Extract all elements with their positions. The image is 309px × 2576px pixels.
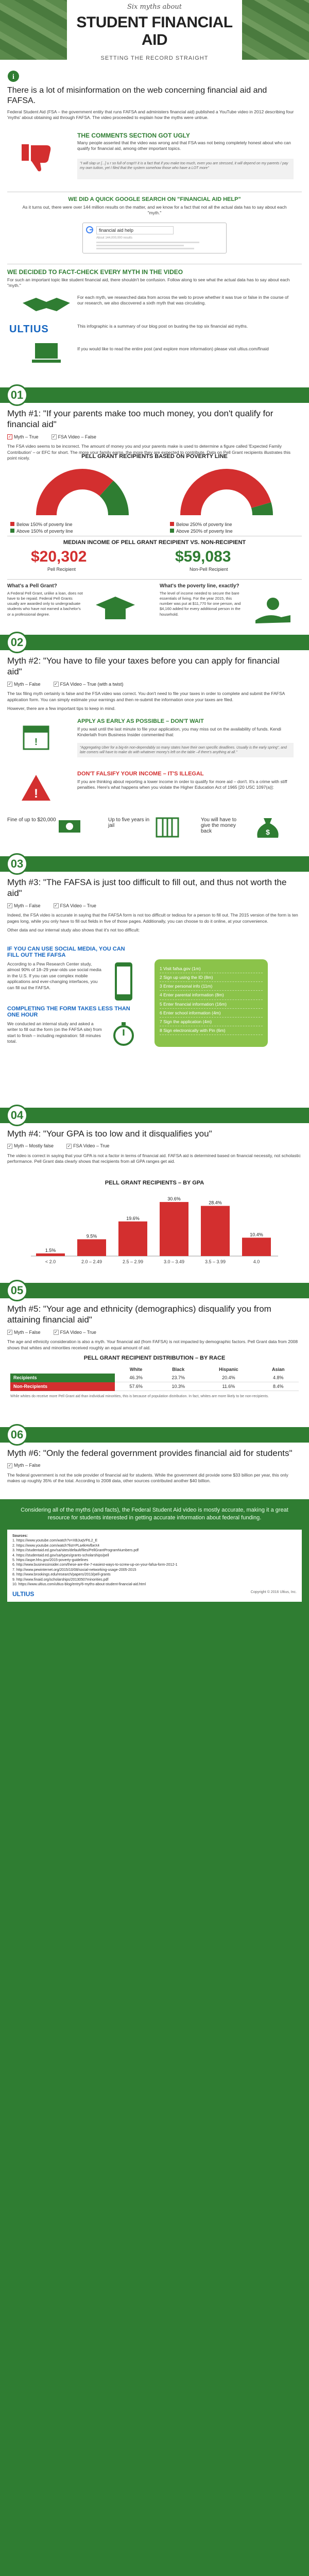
myth-5-section <box>0 1283 309 1351</box>
myth-6-band <box>0 1427 309 1443</box>
myth-3-verdicts <box>7 903 302 909</box>
timeline-step: 7 Sign the application (4m) <box>160 1018 263 1026</box>
intro-body: Federal Student Aid (FSA – the government entity that runs FAFSA and administers financial aid) published a YouTube video in 2012 describing four 'myths' about obtaining aid through FAFSA. The video proceeded to explain how the myths were untrue. <box>7 109 294 121</box>
myth-3-band <box>0 856 309 872</box>
myth-4-title: Myth #4: "Your GPA is too low and it disqualifies you" <box>7 1129 212 1139</box>
myth-4-section <box>0 1108 309 1165</box>
median-title: MEDIAN INCOME OF PELL GRANT RECIPIENT VS. NON-RECIPIENT <box>63 539 246 546</box>
non-recipient-income: $59,083 <box>175 548 231 565</box>
table-header: Asian <box>272 1367 285 1372</box>
legend-left <box>10 521 73 534</box>
source-link[interactable]: 8. http://www.brookings.edu/research/papers/2013/pell-grants <box>12 1573 111 1577</box>
myth-6-title: Myth #6: "Only the federal government provides financial aid for students" <box>7 1448 293 1458</box>
money-icon <box>57 816 82 837</box>
penalty-fine: Fine of up to $20,000 <box>7 817 56 823</box>
myth-3-details <box>0 944 309 1083</box>
video-verdict: FSA Video – False <box>58 434 96 439</box>
comments-section <box>0 129 309 188</box>
tip-2-heading: DON'T FALSIFY YOUR INCOME – IT'S ILLEGAL <box>77 771 204 777</box>
factcheck-body: For such an important topic like student financial aid, there shouldn't be confusion. Follow along to see what the actual data has to say about each "myth." <box>7 277 290 289</box>
myth-2-number: 02 <box>6 632 28 653</box>
table-cell: 10.3% <box>157 1382 199 1391</box>
myth-6-number: 06 <box>6 1424 28 1446</box>
timeline-step: 2 Sign up using the ID (8m) <box>160 973 263 982</box>
myth-verdict: Myth – False <box>14 903 41 908</box>
search-input[interactable]: financial aid help <box>96 226 174 234</box>
intro-lead: There is a lot of misinformation on the web concerning financial aid and FAFSA. <box>7 86 267 105</box>
hero-banner <box>0 0 309 60</box>
svg-text:i: i <box>12 73 14 81</box>
table-header: White <box>129 1367 143 1372</box>
myth-2-title: Myth #2: "You have to file your taxes before you can apply for financial aid" <box>7 656 280 677</box>
table-cell: 8.4% <box>258 1382 299 1391</box>
timeline-step: 8 Sign electronically with Pin (6m) <box>160 1026 263 1035</box>
myth-4-band <box>0 1108 309 1123</box>
myth-5-verdicts <box>7 1330 302 1335</box>
myth-1-section <box>0 387 309 462</box>
gpa-value-label: 1.5% <box>45 1247 56 1253</box>
sources-heading: Sources: <box>12 1534 28 1538</box>
table-row <box>10 1374 299 1382</box>
recipient-label: Pell Recipient <box>47 567 76 572</box>
gpa-bar <box>201 1206 230 1256</box>
factcheck-point-2: This infographic is a summary of our blog post on busting the top six financial aid myths. <box>77 324 248 329</box>
myth-3-body-2: Other data and our internal study also shows that it's not too difficult: <box>7 927 140 933</box>
factcheck-section <box>0 264 309 380</box>
source-link[interactable]: 2. https://www.youtube.com/watch?list=PLa4kHvfbeX4 <box>12 1544 100 1548</box>
money-bag-icon <box>252 815 283 841</box>
handshake-icon <box>21 293 72 315</box>
gpa-category-label: 2.0 – 2.49 <box>81 1259 102 1264</box>
search-heading: WE DID A QUICK GOOGLE SEARCH ON "FINANCIAL AID HELP" <box>68 196 241 202</box>
gpa-category-label: 2.5 – 2.99 <box>122 1259 144 1264</box>
source-link[interactable]: 4. https://studentaid.ed.gov/sa/types/grants-scholarships/pell <box>12 1553 109 1557</box>
myth-6-body: The federal government is not the sole provider of financial aid for students. While the government did provide some $33 billion per year, this only makes up roughly 35% of the total. According to 2008 data, other sources contributed another $40 billion. <box>7 1472 288 1484</box>
timeline-box <box>154 959 268 1047</box>
myth-2-tip-lead: However, there are a few important tips to keep in mind. <box>7 706 116 711</box>
penalty-repay: You will have to give the money back <box>201 817 237 834</box>
pell-definition <box>7 583 146 617</box>
check-icon: ✓ <box>8 434 12 439</box>
legend-label: Above 150% of poverty line <box>16 528 73 534</box>
legend-right <box>170 521 233 534</box>
check-icon: ✓ <box>67 1143 71 1148</box>
race-note: While whites do receive more Pell Grant aid than individual minorities, this is because of population distribution. In fact, whites are more likely to be non-recipients. <box>10 1395 269 1398</box>
warning-icon <box>21 773 52 804</box>
gpa-value-label: 28.4% <box>209 1200 222 1206</box>
google-logo-icon <box>86 226 93 233</box>
pie-slice <box>36 469 113 515</box>
myth-5-band <box>0 1283 309 1298</box>
penalty-jail: Up to five years in jail <box>108 817 150 828</box>
svg-text:!: ! <box>34 787 38 801</box>
gpa-bar <box>160 1202 188 1256</box>
race-table-title: PELL GRANT RECIPIENT DISTRIBUTION – BY RACE <box>83 1355 226 1361</box>
timeline-step: 1 Visit fafsa.gov (1m) <box>160 964 263 973</box>
timeline-step: 3 Enter personal info (11m) <box>160 982 263 991</box>
race-table <box>10 1365 299 1391</box>
info-icon <box>7 70 20 82</box>
comments-heading: THE COMMENTS SECTION GOT UGLY <box>77 132 190 139</box>
jail-icon <box>154 816 180 839</box>
gpa-bar <box>36 1253 65 1256</box>
tip-1-heading: APPLY AS EARLY AS POSSIBLE – DON'T WAIT <box>77 718 204 724</box>
gpa-value-label: 30.6% <box>167 1196 181 1202</box>
graduation-cap-icon <box>95 595 136 625</box>
legend-label: Above 250% of poverty line <box>176 528 233 534</box>
myth-4-number: 04 <box>6 1105 28 1126</box>
check-icon: ✓ <box>8 1463 12 1468</box>
myth-verdict: Myth – False <box>14 1463 41 1468</box>
source-link[interactable]: 1. https://www.youtube.com/watch?v=XBJuqVFtL2_E <box>12 1539 98 1543</box>
definitions <box>0 579 309 631</box>
penalties <box>0 814 309 850</box>
myth-4-body: The video is correct in saying that your GPA is not a factor in terms of financial aid. FAFSA aid is determined based on financial necessity, not scholastic performance. Pell Grant data clearly shows that recipients from all GPA ranges get aid. <box>7 1153 301 1164</box>
myth-1-title: Myth #1: "If your parents make too much money, you don't qualify for financial aid" <box>7 409 273 430</box>
title-card <box>67 0 242 60</box>
sources-box <box>7 1530 302 1602</box>
recipient-income: $20,302 <box>31 548 87 565</box>
tagline: SETTING THE RECORD STRAIGHT <box>100 55 209 60</box>
check-icon: ✓ <box>52 434 56 439</box>
timeline-step: 6 Enter school information (4m) <box>160 1009 263 1018</box>
svg-text:$: $ <box>266 828 270 836</box>
table-cell: 11.6% <box>199 1382 258 1391</box>
pie-chart-250 <box>175 464 278 520</box>
table-header: Hispanic <box>219 1367 238 1372</box>
page-title: STUDENT FINANCIAL AID <box>76 14 233 48</box>
search-section <box>0 192 309 261</box>
search-results-count: About 144,000,000 results <box>96 236 133 240</box>
legend-label: Below 150% of poverty line <box>16 522 73 527</box>
definition-heading: What's a Pell Grant? <box>7 583 57 589</box>
gpa-value-label: 19.6% <box>126 1215 140 1221</box>
myth-2-section <box>0 635 309 712</box>
youtube-comment: "I will slap ur [...] u r so full of crap!!! it is a fact that if you make too much, even you are stressed, it will depend on my parents / pay my own tuition, yet I filed that the system somehow those who have a LOT more" <box>77 159 294 179</box>
source-link[interactable]: 5. https://aspe.hhs.gov/2015-poverty-guidelines <box>12 1558 89 1562</box>
poverty-definition <box>160 583 304 617</box>
myth-3-body: Indeed, the FSA video is accurate in saying that the FAFSA form is not too difficult or tedious for a person to fill out. The 2015 version of the form is ten pages long, while you only have to fill out fields in five of those pages. Additionally, you can choose to do it online, at your convenience. <box>7 912 298 924</box>
myth-5-body: The age and ethnicity consideration is also a myth. Your financial aid (from FAFSA) is not impacted by demographic factors. Pell Grant data from 2008 shows that whites and minorities received roughly an equal amount of aid. <box>7 1339 298 1350</box>
smartphone-icon <box>111 961 136 1003</box>
table-cell: 4.8% <box>258 1374 299 1382</box>
source-link[interactable]: 7. http://www.pewinternet.org/2015/10/08/social-networking-usage-2005-2015 <box>12 1568 136 1572</box>
table-cell: 20.4% <box>199 1374 258 1382</box>
table-header: Black <box>172 1367 185 1372</box>
non-recipient-label: Non-Pell Recipient <box>190 567 228 572</box>
myth-6-section <box>0 1427 309 1484</box>
sources-list <box>12 1538 297 1587</box>
legend-swatch <box>170 522 174 526</box>
hand-coins-icon <box>252 595 294 625</box>
gpa-category-label: < 2.0 <box>45 1259 56 1264</box>
legend-swatch <box>10 522 14 526</box>
myth-4-verdicts <box>7 1143 302 1149</box>
search-box-illustration <box>82 223 227 253</box>
median-income <box>0 536 309 577</box>
footer <box>0 1499 309 2576</box>
myth-verdict: Myth – True <box>14 434 39 439</box>
check-icon: ✓ <box>54 1330 58 1335</box>
social-body: According to a Pew Research Center study, almost 90% of 18–29 year-olds use social media in the U.S. If you can use complex mobile applications and ever-changing interfaces, you can fill out the FAFSA. <box>7 961 101 990</box>
myth-1-body: The FSA video seems to be incorrect. The amount of money you and your parents make is used to determine a figure called 'Expected Family Contribution' – or EFC for short. The more your family earns, the more they are expected to contribute. Data on Pell Grant recipients illustrates this point nicely. <box>7 444 290 461</box>
timeline-step: 5 Enter financial information (16m) <box>160 1000 263 1009</box>
gpa-category-label: 3.5 – 3.99 <box>204 1259 226 1264</box>
myth-2-body: The tax filing myth certainly is false and the FSA video was correct. You don't need to file your taxes in order to complete and submit the FAFSA application form. You can simply estimate your earnings and then re-submit the information once your taxes are filed. <box>7 691 285 702</box>
timeline-steps <box>160 964 263 1035</box>
poverty-chart-title: PELL GRANT RECIPIENTS BASED ON POVERTY LINE <box>81 453 228 460</box>
source-link[interactable]: 10. https://www.ultius.com/ultius-blog/entry/6-myths-about-student-financial-aid.html <box>12 1583 146 1587</box>
myth-2-band <box>0 635 309 650</box>
social-heading: IF YOU CAN USE SOCIAL MEDIA, YOU CAN FILL OUT THE FAFSA <box>7 946 125 958</box>
gpa-bar <box>77 1239 106 1256</box>
source-link[interactable]: 3. https://studentaid.ed.gov/sa/sites/default/files/PellGrantProgramNumbers.pdf <box>12 1549 139 1553</box>
table-cell: 46.3% <box>115 1374 157 1382</box>
table-cell: 57.6% <box>115 1382 157 1391</box>
check-icon: ✓ <box>8 1330 12 1335</box>
poverty-chart <box>0 453 309 534</box>
factcheck-point-3: If you would like to read the entire post (and explore more information) please visit ultius.com/finaid <box>77 346 269 351</box>
myth-3-number: 03 <box>6 853 28 875</box>
row-label: Non-Recipients <box>10 1382 115 1391</box>
copyright: Copyright © 2016 Ultius, Inc. <box>250 1590 297 1594</box>
video-verdict: FSA Video – True <box>73 1143 110 1149</box>
table-row <box>10 1382 299 1391</box>
calendar-icon <box>21 721 52 752</box>
myth-3-section <box>0 856 309 934</box>
table-header <box>10 1365 115 1374</box>
legend-swatch <box>10 529 14 533</box>
svg-text:!: ! <box>35 737 38 747</box>
definition-text: A Federal Pell Grant, unlike a loan, does not have to be repaid. Federal Pell Grants usually are awarded only to undergraduate students who have not earned a bachelor's or a professional degree. <box>7 591 83 617</box>
definition-heading: What's the poverty line, exactly? <box>160 583 239 589</box>
myth-5-number: 05 <box>6 1280 28 1301</box>
myth-verdict: Myth – False <box>14 681 41 687</box>
myth-1-band <box>0 387 309 403</box>
source-link[interactable]: 9. http://www.finaid.org/scholarships/20130507minorities.pdf <box>12 1578 109 1582</box>
stopwatch-icon <box>111 1021 136 1047</box>
laptop-icon <box>31 341 62 367</box>
myth-5-title: Myth #5: "Your age and ethnicity (demographics) disqualify you from attaining financial aid" <box>7 1304 271 1325</box>
closing-statement: Considering all of the myths (and facts), the Federal Student Aid video is mostly accurate, making it a great resource for students interested in getting accurate information about federal funding. <box>21 1507 288 1521</box>
check-icon: ✓ <box>54 682 58 687</box>
myth-1-number: 01 <box>6 384 28 406</box>
gpa-value-label: 9.5% <box>86 1233 97 1239</box>
table-cell: 23.7% <box>157 1374 199 1382</box>
source-link[interactable]: 6. http://www.businessinsider.com/these-are-the-7-easiest-ways-to-screw-up-on-your-fafsa-form-2012-1 <box>12 1563 178 1567</box>
check-icon: ✓ <box>8 903 12 908</box>
gpa-bar-chart <box>26 1189 283 1272</box>
gpa-category-label: 4.0 <box>253 1259 260 1264</box>
tip-1-quote: "Aggregating Uber for a big-tin non-dependably so many states have their own specific deadlines. Usually is the early spring", and late comers will have to make do with whatever money's left on the table –if there's anything at all." <box>77 743 294 757</box>
gpa-category-label: 3.0 – 3.49 <box>163 1259 185 1264</box>
footer-logo: ULTIUS <box>12 1590 35 1598</box>
gpa-value-label: 10.4% <box>250 1232 263 1238</box>
video-verdict: FSA Video – True <box>60 1329 96 1335</box>
comments-body: Many people asserted that the video was wrong and that FSA was not being completely honest about who can qualify for financial aid, among other important topics. <box>77 140 291 151</box>
myth-verdict: Myth – False <box>14 1329 41 1335</box>
ultius-logo: ULTIUS <box>9 324 49 335</box>
legend-label: Below 250% of poverty line <box>176 522 232 527</box>
check-icon: ✓ <box>8 682 12 687</box>
myth-1-verdicts <box>7 434 302 440</box>
factcheck-point-1: For each myth, we researched data from across the web to prove whether it was true or false in the course of our research, we also discovered a sixth myth that was circulating. <box>77 295 289 306</box>
search-body: As it turns out, there were over 144 million results on the matter, and we know for a fact that not all the actual data has to say about each "myth." <box>22 205 287 216</box>
race-table-section <box>0 1355 309 1412</box>
thumbs-down-icon <box>21 141 57 172</box>
timeline-step: 4 Enter parental information (8m) <box>160 991 263 999</box>
legend-swatch <box>170 529 174 533</box>
gpa-bar <box>242 1238 271 1256</box>
tip-1-body: If you wait until the last minute to file your application, you may miss out on the availability of funds. Kendi Kinderlath from Business Insider commented that: <box>77 726 281 738</box>
tip-2-body: If you are thinking about reporting a lower income in order to qualify for more aid – don't. It's a crime with stiff penalties. Here's what happens when you violate the Higher Education Act of 1965 [20 USC 1097(a)]: <box>77 779 287 790</box>
definition-text: The level of income needed to secure the bare essentials of living. For the year 2015, this number was put at $11,770 for one person, and $4,160 added for every additional person in the household. <box>160 591 241 617</box>
pie-chart-150 <box>31 464 134 520</box>
gpa-bar <box>118 1222 147 1256</box>
myth-6-verdicts <box>7 1463 302 1468</box>
check-icon: ✓ <box>54 903 58 908</box>
kicker: Six myths about <box>127 3 182 11</box>
myth-verdict: Myth – Mostly false <box>14 1143 54 1149</box>
myth-2-verdicts <box>7 682 302 687</box>
gpa-chart-title: PELL GRANT RECIPIENTS – BY GPA <box>105 1180 204 1186</box>
row-label: Recipients <box>10 1374 115 1382</box>
gpa-chart <box>0 1180 309 1273</box>
check-icon: ✓ <box>8 1143 12 1148</box>
factcheck-heading: WE DECIDED TO FACT-CHECK EVERY MYTH IN THE VIDEO <box>7 268 183 276</box>
video-verdict: FSA Video – True (with a twist) <box>60 681 124 687</box>
time-heading: COMPLETING THE FORM TAKES LESS THAN ONE HOUR <box>7 1006 130 1018</box>
time-body: We conducted an internal study and asked a writer to fill out the form (on the FAFSA site) from start to finish – including registration: 58 minutes total. <box>7 1021 102 1044</box>
myth-3-title: Myth #3: "The FAFSA is just too difficult to fill out, and thus not worth the aid" <box>7 877 287 899</box>
video-verdict: FSA Video – True <box>60 903 96 908</box>
